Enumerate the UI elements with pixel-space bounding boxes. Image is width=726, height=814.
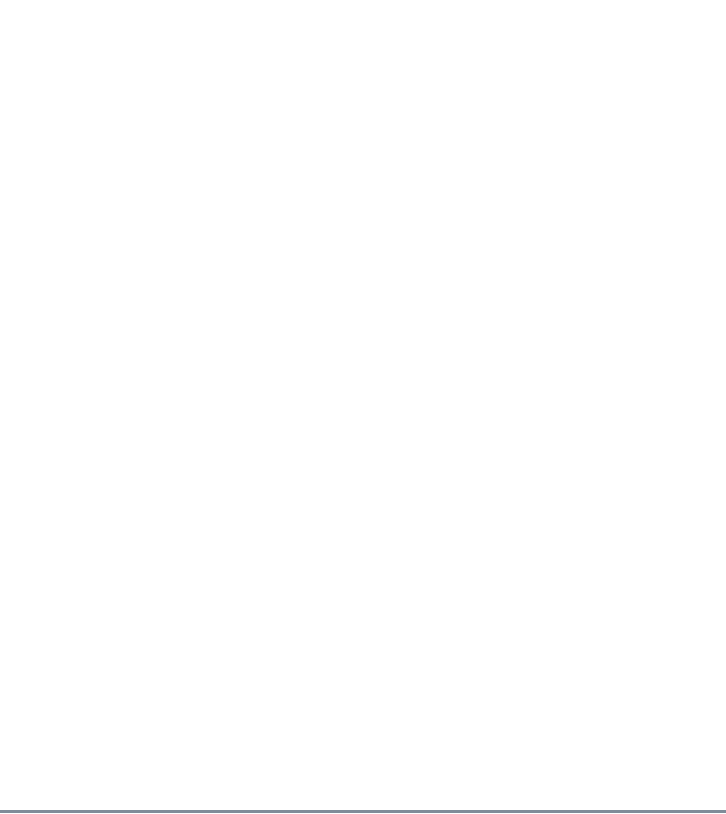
page-bottom-border bbox=[0, 810, 726, 813]
